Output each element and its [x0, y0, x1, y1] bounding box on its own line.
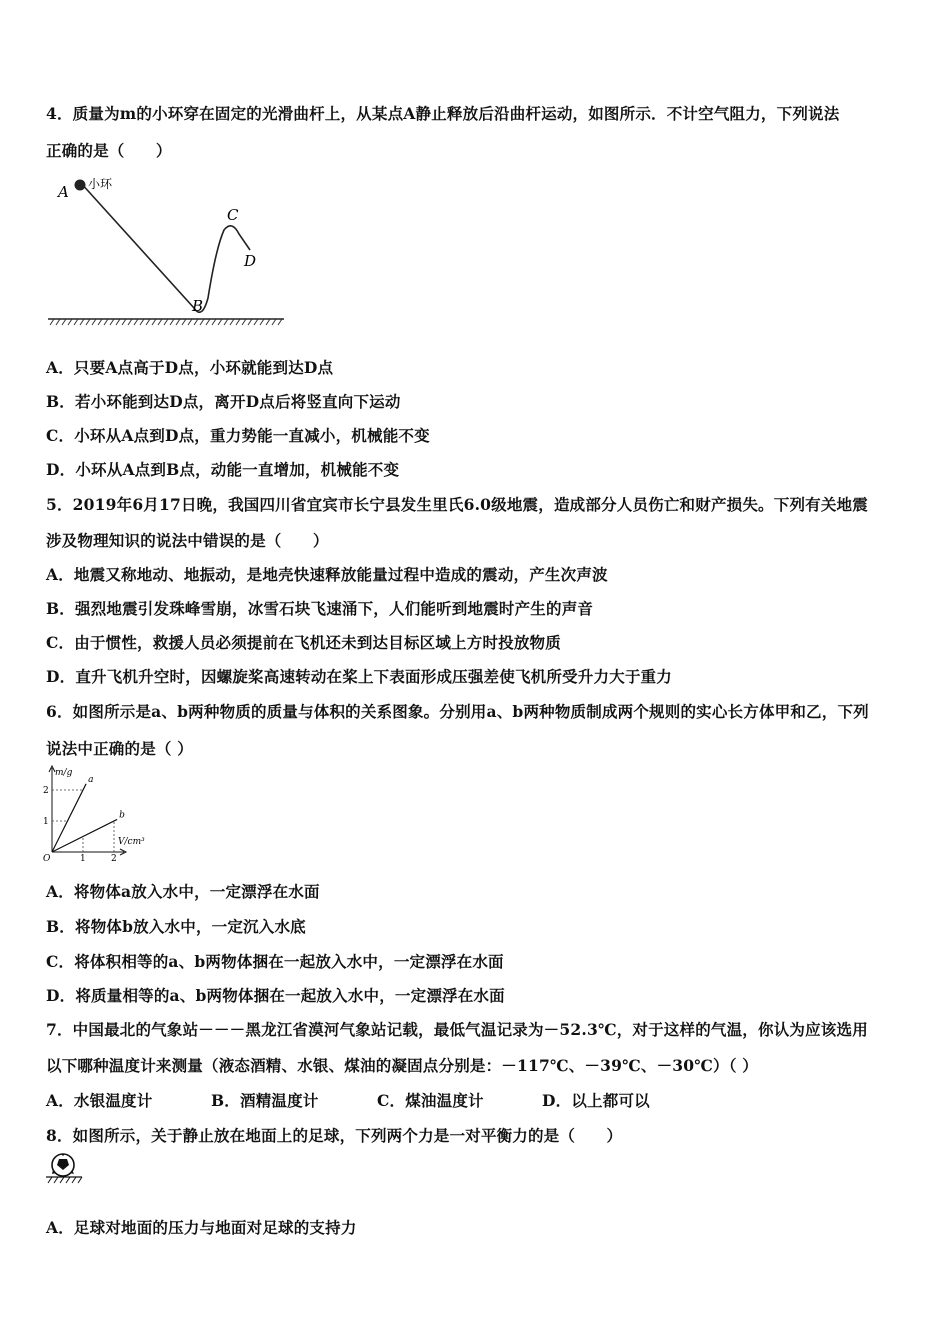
q6-stem-line2: 说法中正确的是（ ） — [46, 739, 193, 758]
x-tick-label: 2 — [111, 854, 117, 864]
q7-stem-line2: 以下哪种温度计来测量（液态酒精、水银、煤油的凝固点分别是：－117℃、－39℃、－30℃）（ ） — [46, 1056, 758, 1075]
q6-stem-line1: 6．如图所示是a、b两种物质的质量与体积的关系图象。分别用a、b两种物质制成两个规则的实心长方体甲和乙，下列 — [46, 702, 869, 721]
q4-curved-rod-figure — [44, 168, 294, 328]
q4-option-a: A．只要A点高于D点，小环就能到达D点 — [46, 358, 334, 377]
q5-option-b: B．强烈地震引发珠峰雪崩，冰雪石块飞速涌下，人们能听到地震时产生的声音 — [46, 599, 594, 618]
y-tick-label: 1 — [43, 817, 49, 827]
series-label-b: b — [119, 810, 125, 821]
q7-option-a: A．水银温度计 — [46, 1091, 153, 1110]
q6-option-c: C．将体积相等的a、b两物体捆在一起放入水中，一定漂浮在水面 — [46, 952, 504, 971]
q8-stem: 8．如图所示，关于静止放在地面上的足球，下列两个力是一对平衡力的是（ ） — [46, 1126, 623, 1145]
q4-point-c-label: C — [227, 206, 239, 224]
y-tick-label: 2 — [43, 786, 49, 796]
q5-option-d: D．直升飞机升空时，因螺旋桨高速转动在桨上下表面形成压强差使飞机所受升力大于重力 — [46, 667, 672, 686]
q6-option-b: B．将物体b放入水中，一定沉入水底 — [46, 917, 306, 936]
series-line-a — [52, 784, 86, 852]
origin-label: O — [43, 854, 51, 864]
q6-option-a: A．将物体a放入水中，一定漂浮在水面 — [46, 882, 320, 901]
q4-point-b-label: B — [192, 297, 204, 315]
q5-stem-line2: 涉及物理知识的说法中错误的是（ ） — [46, 531, 329, 550]
x-tick-label: 1 — [80, 854, 86, 864]
q6-mass-volume-chart — [40, 764, 155, 864]
q7-option-c: C．煤油温度计 — [377, 1091, 484, 1110]
q4-stem-line2: 正确的是（ ） — [46, 141, 172, 160]
y-axis-label: m/g — [55, 768, 73, 778]
q4-point-a-label: A — [58, 183, 69, 201]
q8-option-a: A．足球对地面的压力与地面对足球的支持力 — [46, 1218, 357, 1237]
x-axis-label: V/cm³ — [118, 837, 145, 847]
q5-stem-line1: 5．2019年6月17日晚，我国四川省宜宾市长宁县发生里氏6.0级地震，造成部分人员伤亡和财产损失。下列有关地震 — [46, 495, 868, 514]
q7-options-row — [46, 1089, 650, 1111]
q7-stem-line1: 7．中国最北的气象站－－－黑龙江省漠河气象站记载，最低气温记录为－52.3℃，对于这样的气温，你认为应该选用 — [46, 1020, 868, 1039]
q4-point-d-label: D — [244, 252, 257, 270]
q4-stem-line1: 4．质量为m的小环穿在固定的光滑曲杆上，从某点A静止释放后沿曲杆运动，如图所示．不计空气阻力，下列说法 — [46, 104, 840, 123]
q4-option-d: D．小环从A点到B点，动能一直增加，机械能不变 — [46, 460, 400, 479]
q8-football-figure — [44, 1152, 86, 1188]
q5-option-c: C．由于惯性，救援人员必须提前在飞机还未到达目标区域上方时投放物质 — [46, 633, 561, 652]
q6-option-d: D．将质量相等的a、b两物体捆在一起放入水中，一定漂浮在水面 — [46, 986, 505, 1005]
series-line-b — [52, 819, 117, 852]
q4-option-c: C．小环从A点到D点，重力势能一直减小，机械能不变 — [46, 426, 430, 445]
q4-ring-label: 小环 — [88, 177, 113, 191]
q7-option-b: B．酒精温度计 — [211, 1091, 319, 1110]
q7-option-d: D．以上都可以 — [542, 1091, 650, 1110]
q5-option-a: A．地震又称地动、地振动，是地壳快速释放能量过程中造成的震动，产生次声波 — [46, 565, 608, 584]
series-label-a: a — [88, 774, 94, 785]
q4-option-b: B．若小环能到达D点，离开D点后将竖直向下运动 — [46, 392, 401, 411]
